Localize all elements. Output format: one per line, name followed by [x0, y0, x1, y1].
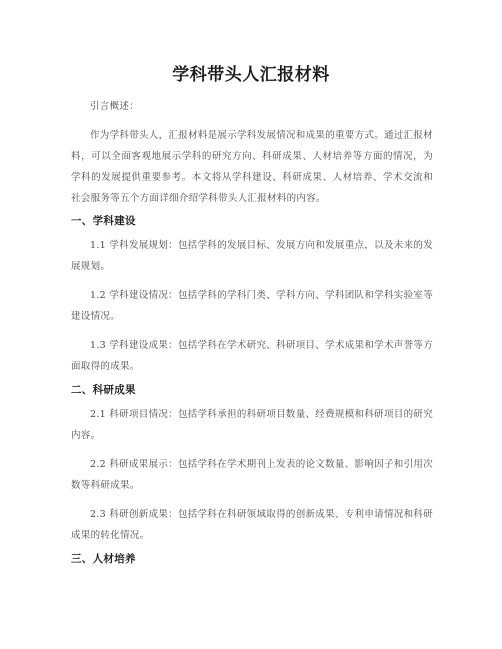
section-heading-2: 二、科研成果: [71, 384, 136, 396]
section-2-item-1: 2.1 科研项目情况：包括学科承担的科研项目数量、经费规模和科研项目的研究内容。: [71, 409, 433, 441]
section-2-item-3: 2.3 科研创新成果：包括学科在科研领域取得的创新成果、专利申请情况和科研成果的转化情况。: [71, 509, 433, 541]
section-1-item-1: 1.1 学科发展规划：包括学科的发展目标、发展方向和发展重点，以及未来的发展规划。: [71, 240, 433, 272]
intro-label: 引言概述：: [90, 101, 140, 112]
section-1-item-2: 1.2 学科建设情况：包括学科的学科门类、学科方向、学科团队和学科实验室等建设情况。: [71, 290, 433, 322]
section-heading-3: 三、人材培养: [71, 553, 136, 565]
section-heading-1: 一、学科建设: [71, 215, 136, 227]
section-1-item-3: 1.3 学科建设成果：包括学科在学术研究、科研项目、学术成果和学术声誉等方面取得的成果。: [71, 340, 433, 372]
intro-paragraph: 作为学科带头人，汇报材料是展示学科发展情况和成果的重要方式。通过汇报材料，可以全面客观地展示学科的研究方向、科研成果、人材培养等方面的情况，为学科的发展提供重要参考。本文将从学科建设、科研成果、人材培养、学术交流和社会服务等五个方面详细介绍学科带头人汇报材料的内容。: [71, 130, 434, 204]
section-2-item-2: 2.2 科研成果展示：包括学科在学术期刊上发表的论文数量、影响因子和引用次数等科研成果。: [71, 459, 433, 491]
document-title: 学科带头人汇报材料: [172, 65, 330, 85]
